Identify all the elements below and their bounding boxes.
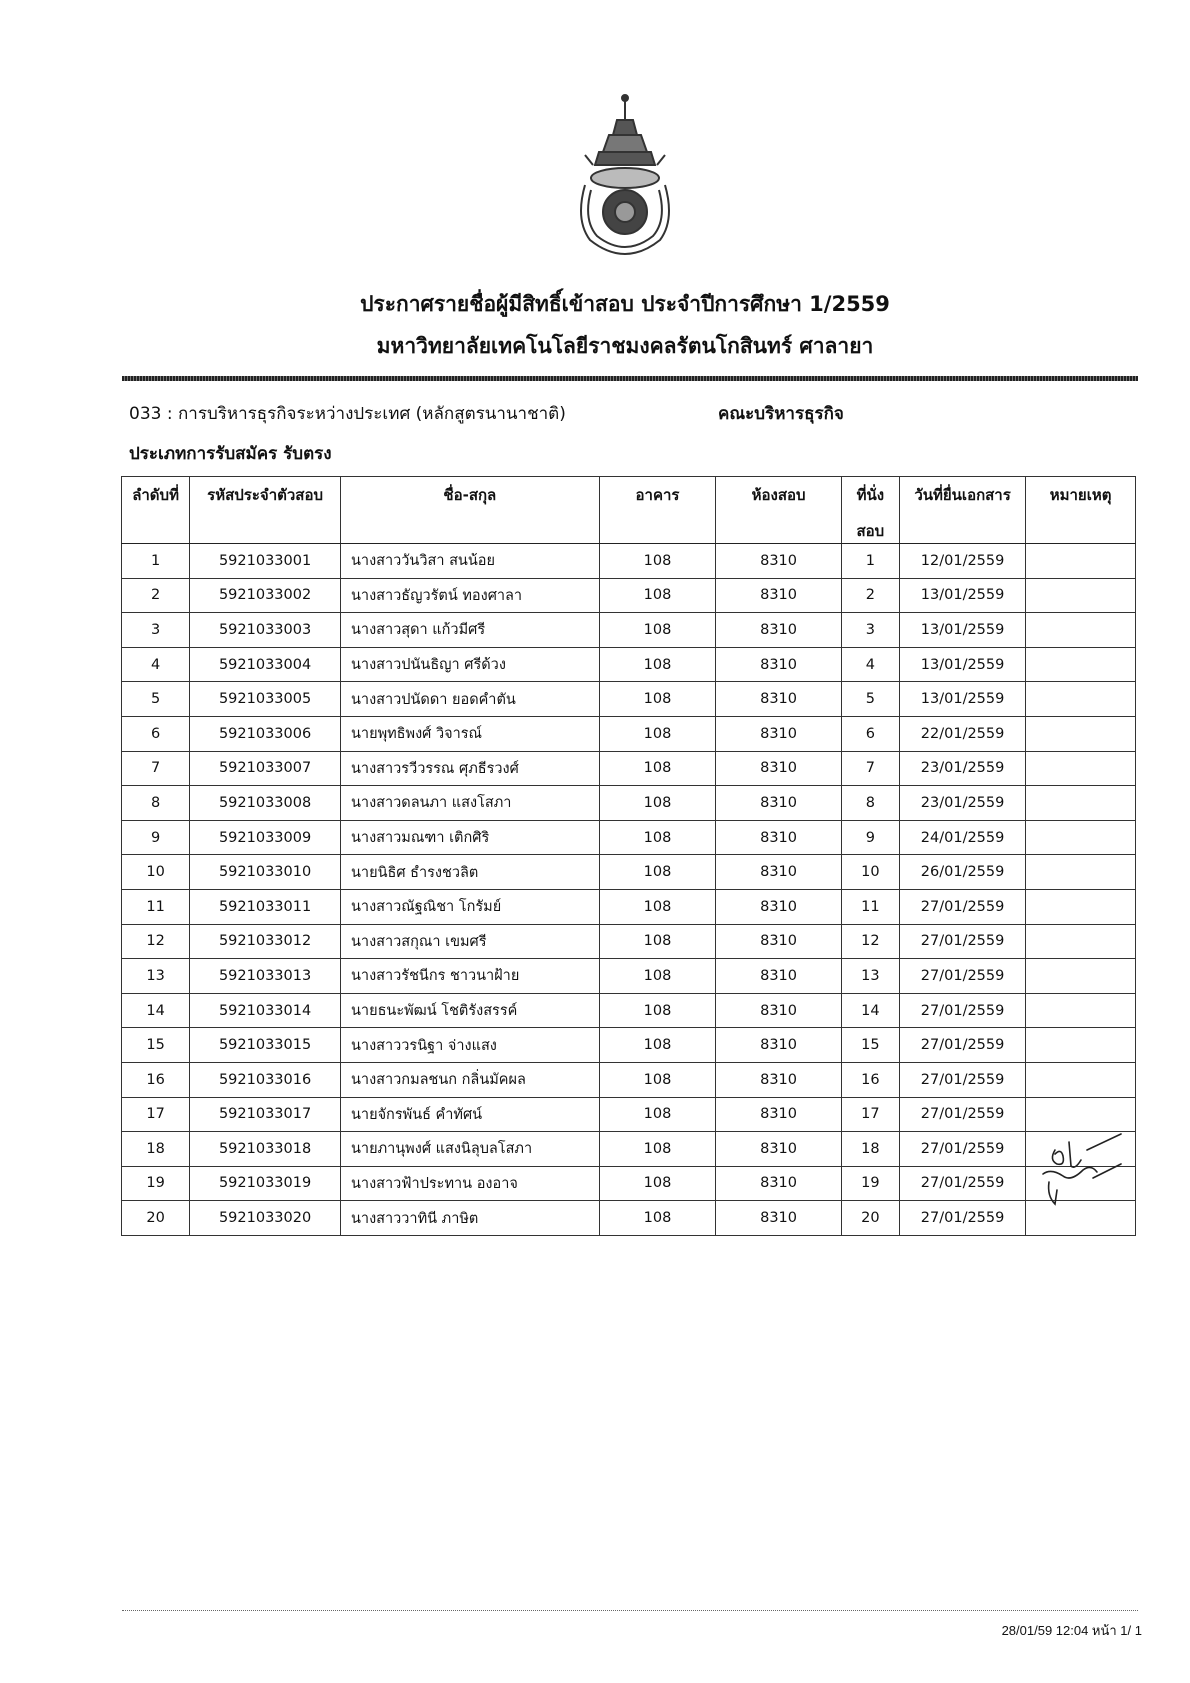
row-seat: 2 xyxy=(841,578,899,613)
row-exam-code: 5921033002 xyxy=(190,578,341,613)
row-submit-date: 27/01/2559 xyxy=(899,924,1025,959)
announcement-title: ประกาศรายชื่อผู้มีสิทธิ์เข้าสอบ ประจำปีการศึกษา 1/2559 xyxy=(360,292,890,316)
row-building: 108 xyxy=(599,1201,716,1236)
row-index: 20 xyxy=(122,1201,190,1236)
row-submit-date: 27/01/2559 xyxy=(899,1097,1025,1132)
row-building: 108 xyxy=(599,889,716,924)
table-row xyxy=(122,578,1136,613)
row-index: 8 xyxy=(122,786,190,821)
row-index: 14 xyxy=(122,993,190,1028)
row-building: 108 xyxy=(599,786,716,821)
row-submit-date: 27/01/2559 xyxy=(899,993,1025,1028)
row-remark xyxy=(1026,716,1136,751)
header-remark: หมายเหตุ xyxy=(1026,477,1136,544)
row-building: 108 xyxy=(599,924,716,959)
row-exam-code: 5921033007 xyxy=(190,751,341,786)
table-header-row xyxy=(122,477,1136,544)
row-submit-date: 27/01/2559 xyxy=(899,1062,1025,1097)
row-building: 108 xyxy=(599,1028,716,1063)
row-name: นางสาวธัญวรัตน์ ทองศาลา xyxy=(341,578,600,613)
row-seat: 1 xyxy=(841,544,899,579)
row-index: 12 xyxy=(122,924,190,959)
row-submit-date: 27/01/2559 xyxy=(899,1132,1025,1167)
row-room: 8310 xyxy=(716,1132,841,1167)
row-exam-code: 5921033009 xyxy=(190,820,341,855)
table-row xyxy=(122,924,1136,959)
table-row xyxy=(122,751,1136,786)
row-remark xyxy=(1026,889,1136,924)
row-name: นายจักรพันธ์ คำทัศน์ xyxy=(341,1097,600,1132)
row-room: 8310 xyxy=(716,578,841,613)
row-remark xyxy=(1026,1028,1136,1063)
row-submit-date: 26/01/2559 xyxy=(899,855,1025,890)
row-name: นางสาวกมลชนก กลิ่นมัคผล xyxy=(341,1062,600,1097)
header-divider xyxy=(122,376,1138,381)
row-name: นายนิธิศ ธำรงชวลิต xyxy=(341,855,600,890)
row-submit-date: 27/01/2559 xyxy=(899,889,1025,924)
row-building: 108 xyxy=(599,820,716,855)
header-building: อาคาร xyxy=(599,477,716,544)
row-building: 108 xyxy=(599,751,716,786)
row-name: นางสาวณัฐณิชา โกรัมย์ xyxy=(341,889,600,924)
row-building: 108 xyxy=(599,1062,716,1097)
faculty-name: คณะบริหารธุรกิจ xyxy=(718,404,844,424)
row-name: นางสาวฟ้าประทาน องอาจ xyxy=(341,1166,600,1201)
row-remark xyxy=(1026,613,1136,648)
row-index: 9 xyxy=(122,820,190,855)
table-row xyxy=(122,993,1136,1028)
table-row xyxy=(122,820,1136,855)
row-building: 108 xyxy=(599,613,716,648)
row-exam-code: 5921033013 xyxy=(190,959,341,994)
row-submit-date: 27/01/2559 xyxy=(899,1028,1025,1063)
row-exam-code: 5921033020 xyxy=(190,1201,341,1236)
table-row xyxy=(122,1132,1136,1167)
row-name: นางสาวสุดา แก้วมีศรี xyxy=(341,613,600,648)
row-building: 108 xyxy=(599,1166,716,1201)
row-room: 8310 xyxy=(716,1062,841,1097)
row-remark xyxy=(1026,993,1136,1028)
table-row xyxy=(122,959,1136,994)
row-room: 8310 xyxy=(716,855,841,890)
footer-divider xyxy=(122,1610,1138,1612)
header-submit-date: วันที่ยื่นเอกสาร xyxy=(899,477,1025,544)
row-exam-code: 5921033019 xyxy=(190,1166,341,1201)
row-room: 8310 xyxy=(716,544,841,579)
row-index: 4 xyxy=(122,647,190,682)
row-index: 10 xyxy=(122,855,190,890)
row-submit-date: 13/01/2559 xyxy=(899,613,1025,648)
row-exam-code: 5921033012 xyxy=(190,924,341,959)
row-index: 16 xyxy=(122,1062,190,1097)
row-index: 19 xyxy=(122,1166,190,1201)
row-seat: 12 xyxy=(841,924,899,959)
row-remark xyxy=(1026,544,1136,579)
row-seat: 8 xyxy=(841,786,899,821)
table-row xyxy=(122,647,1136,682)
table-row xyxy=(122,786,1136,821)
row-room: 8310 xyxy=(716,1028,841,1063)
row-seat: 5 xyxy=(841,682,899,717)
row-exam-code: 5921033001 xyxy=(190,544,341,579)
row-exam-code: 5921033014 xyxy=(190,993,341,1028)
row-remark xyxy=(1026,855,1136,890)
row-room: 8310 xyxy=(716,889,841,924)
row-index: 17 xyxy=(122,1097,190,1132)
row-name: นางสาวดลนภา แสงโสภา xyxy=(341,786,600,821)
table-row xyxy=(122,716,1136,751)
row-index: 7 xyxy=(122,751,190,786)
row-exam-code: 5921033018 xyxy=(190,1132,341,1167)
row-room: 8310 xyxy=(716,613,841,648)
table-row xyxy=(122,1062,1136,1097)
row-seat: 16 xyxy=(841,1062,899,1097)
row-seat: 9 xyxy=(841,820,899,855)
row-seat: 19 xyxy=(841,1166,899,1201)
row-room: 8310 xyxy=(716,959,841,994)
row-submit-date: 27/01/2559 xyxy=(899,1201,1025,1236)
university-emblem-icon xyxy=(565,90,685,270)
application-type: ประเภทการรับสมัคร รับตรง xyxy=(129,444,332,464)
row-name: นายภานุพงศ์ แสงนิลุบลโสภา xyxy=(341,1132,600,1167)
row-room: 8310 xyxy=(716,1201,841,1236)
row-building: 108 xyxy=(599,647,716,682)
row-submit-date: 13/01/2559 xyxy=(899,578,1025,613)
row-submit-date: 24/01/2559 xyxy=(899,820,1025,855)
row-remark xyxy=(1026,1062,1136,1097)
row-remark xyxy=(1026,647,1136,682)
table-row xyxy=(122,613,1136,648)
row-name: นางสาววันวิสา สนน้อย xyxy=(341,544,600,579)
row-index: 18 xyxy=(122,1132,190,1167)
row-building: 108 xyxy=(599,544,716,579)
row-name: นางสาวรัชนีกร ชาวนาฝ้าย xyxy=(341,959,600,994)
header-room: ห้องสอบ xyxy=(716,477,841,544)
row-remark xyxy=(1026,924,1136,959)
handwritten-signature-icon xyxy=(1035,1130,1125,1215)
university-name: มหาวิทยาลัยเทคโนโลยีราชมงคลรัตนโกสินทร์ ศาลายา xyxy=(376,334,874,358)
row-seat: 15 xyxy=(841,1028,899,1063)
row-seat: 20 xyxy=(841,1201,899,1236)
row-room: 8310 xyxy=(716,751,841,786)
header-seat-line1: ที่นั่ง xyxy=(856,486,885,504)
row-submit-date: 22/01/2559 xyxy=(899,716,1025,751)
header-seat-line2: สอบ xyxy=(856,522,885,540)
row-building: 108 xyxy=(599,993,716,1028)
row-name: นางสาววรนิฐา จ่างแสง xyxy=(341,1028,600,1063)
row-remark xyxy=(1026,682,1136,717)
row-name: นางสาววาทินี ภาษิต xyxy=(341,1201,600,1236)
row-submit-date: 23/01/2559 xyxy=(899,786,1025,821)
row-exam-code: 5921033017 xyxy=(190,1097,341,1132)
row-index: 2 xyxy=(122,578,190,613)
row-seat: 18 xyxy=(841,1132,899,1167)
row-name: นางสาวปนัดดา ยอดคำตัน xyxy=(341,682,600,717)
row-exam-code: 5921033010 xyxy=(190,855,341,890)
row-exam-code: 5921033016 xyxy=(190,1062,341,1097)
header-name: ชื่อ-สกุล xyxy=(341,477,600,544)
row-remark xyxy=(1026,1097,1136,1132)
row-room: 8310 xyxy=(716,786,841,821)
row-submit-date: 23/01/2559 xyxy=(899,751,1025,786)
row-remark xyxy=(1026,578,1136,613)
row-seat: 13 xyxy=(841,959,899,994)
row-remark xyxy=(1026,751,1136,786)
row-index: 5 xyxy=(122,682,190,717)
table-row xyxy=(122,1201,1136,1236)
print-timestamp-page: 28/01/59 12:04 หน้า 1/ 1 xyxy=(1001,1623,1142,1638)
row-room: 8310 xyxy=(716,993,841,1028)
row-exam-code: 5921033015 xyxy=(190,1028,341,1063)
program-name: 033 : การบริหารธุรกิจระหว่างประเทศ (หลักสูตรนานาชาติ) xyxy=(129,404,566,424)
row-seat: 6 xyxy=(841,716,899,751)
row-name: นางสาวมณฑา เติกศิริ xyxy=(341,820,600,855)
row-name: นายธนะพัฒน์ โชติรังสรรค์ xyxy=(341,993,600,1028)
row-name: นางสาวสกุณา เขมศรี xyxy=(341,924,600,959)
row-room: 8310 xyxy=(716,820,841,855)
row-exam-code: 5921033003 xyxy=(190,613,341,648)
table-row xyxy=(122,855,1136,890)
row-remark xyxy=(1026,786,1136,821)
row-exam-code: 5921033008 xyxy=(190,786,341,821)
row-building: 108 xyxy=(599,682,716,717)
row-name: นางสาวรวีวรรณ ศุภธีรวงศ์ xyxy=(341,751,600,786)
row-building: 108 xyxy=(599,855,716,890)
row-room: 8310 xyxy=(716,924,841,959)
row-submit-date: 12/01/2559 xyxy=(899,544,1025,579)
row-index: 6 xyxy=(122,716,190,751)
row-room: 8310 xyxy=(716,716,841,751)
row-room: 8310 xyxy=(716,647,841,682)
row-building: 108 xyxy=(599,578,716,613)
row-index: 13 xyxy=(122,959,190,994)
row-room: 8310 xyxy=(716,1097,841,1132)
row-building: 108 xyxy=(599,1132,716,1167)
row-submit-date: 13/01/2559 xyxy=(899,682,1025,717)
row-room: 8310 xyxy=(716,682,841,717)
row-building: 108 xyxy=(599,716,716,751)
table-row xyxy=(122,1028,1136,1063)
row-seat: 4 xyxy=(841,647,899,682)
table-row xyxy=(122,889,1136,924)
row-seat: 11 xyxy=(841,889,899,924)
row-index: 3 xyxy=(122,613,190,648)
row-index: 1 xyxy=(122,544,190,579)
row-index: 15 xyxy=(122,1028,190,1063)
header-index: ลำดับที่ xyxy=(122,477,190,544)
row-exam-code: 5921033005 xyxy=(190,682,341,717)
row-exam-code: 5921033006 xyxy=(190,716,341,751)
table-row xyxy=(122,1097,1136,1132)
row-submit-date: 27/01/2559 xyxy=(899,959,1025,994)
row-seat: 7 xyxy=(841,751,899,786)
row-seat: 10 xyxy=(841,855,899,890)
row-seat: 3 xyxy=(841,613,899,648)
row-remark xyxy=(1026,820,1136,855)
row-exam-code: 5921033011 xyxy=(190,889,341,924)
row-seat: 17 xyxy=(841,1097,899,1132)
row-room: 8310 xyxy=(716,1166,841,1201)
row-remark xyxy=(1026,959,1136,994)
row-exam-code: 5921033004 xyxy=(190,647,341,682)
row-name: นายพุทธิพงศ์ วิจารณ์ xyxy=(341,716,600,751)
row-submit-date: 13/01/2559 xyxy=(899,647,1025,682)
row-building: 108 xyxy=(599,1097,716,1132)
header-exam-code: รหัสประจำตัวสอบ xyxy=(190,477,341,544)
table-row xyxy=(122,1166,1136,1201)
row-building: 108 xyxy=(599,959,716,994)
row-name: นางสาวปนันธิญา ศรีด้วง xyxy=(341,647,600,682)
table-row xyxy=(122,544,1136,579)
candidate-table xyxy=(121,476,1136,1236)
table-row xyxy=(122,682,1136,717)
row-index: 11 xyxy=(122,889,190,924)
row-submit-date: 27/01/2559 xyxy=(899,1166,1025,1201)
row-seat: 14 xyxy=(841,993,899,1028)
header-seat xyxy=(841,477,899,544)
